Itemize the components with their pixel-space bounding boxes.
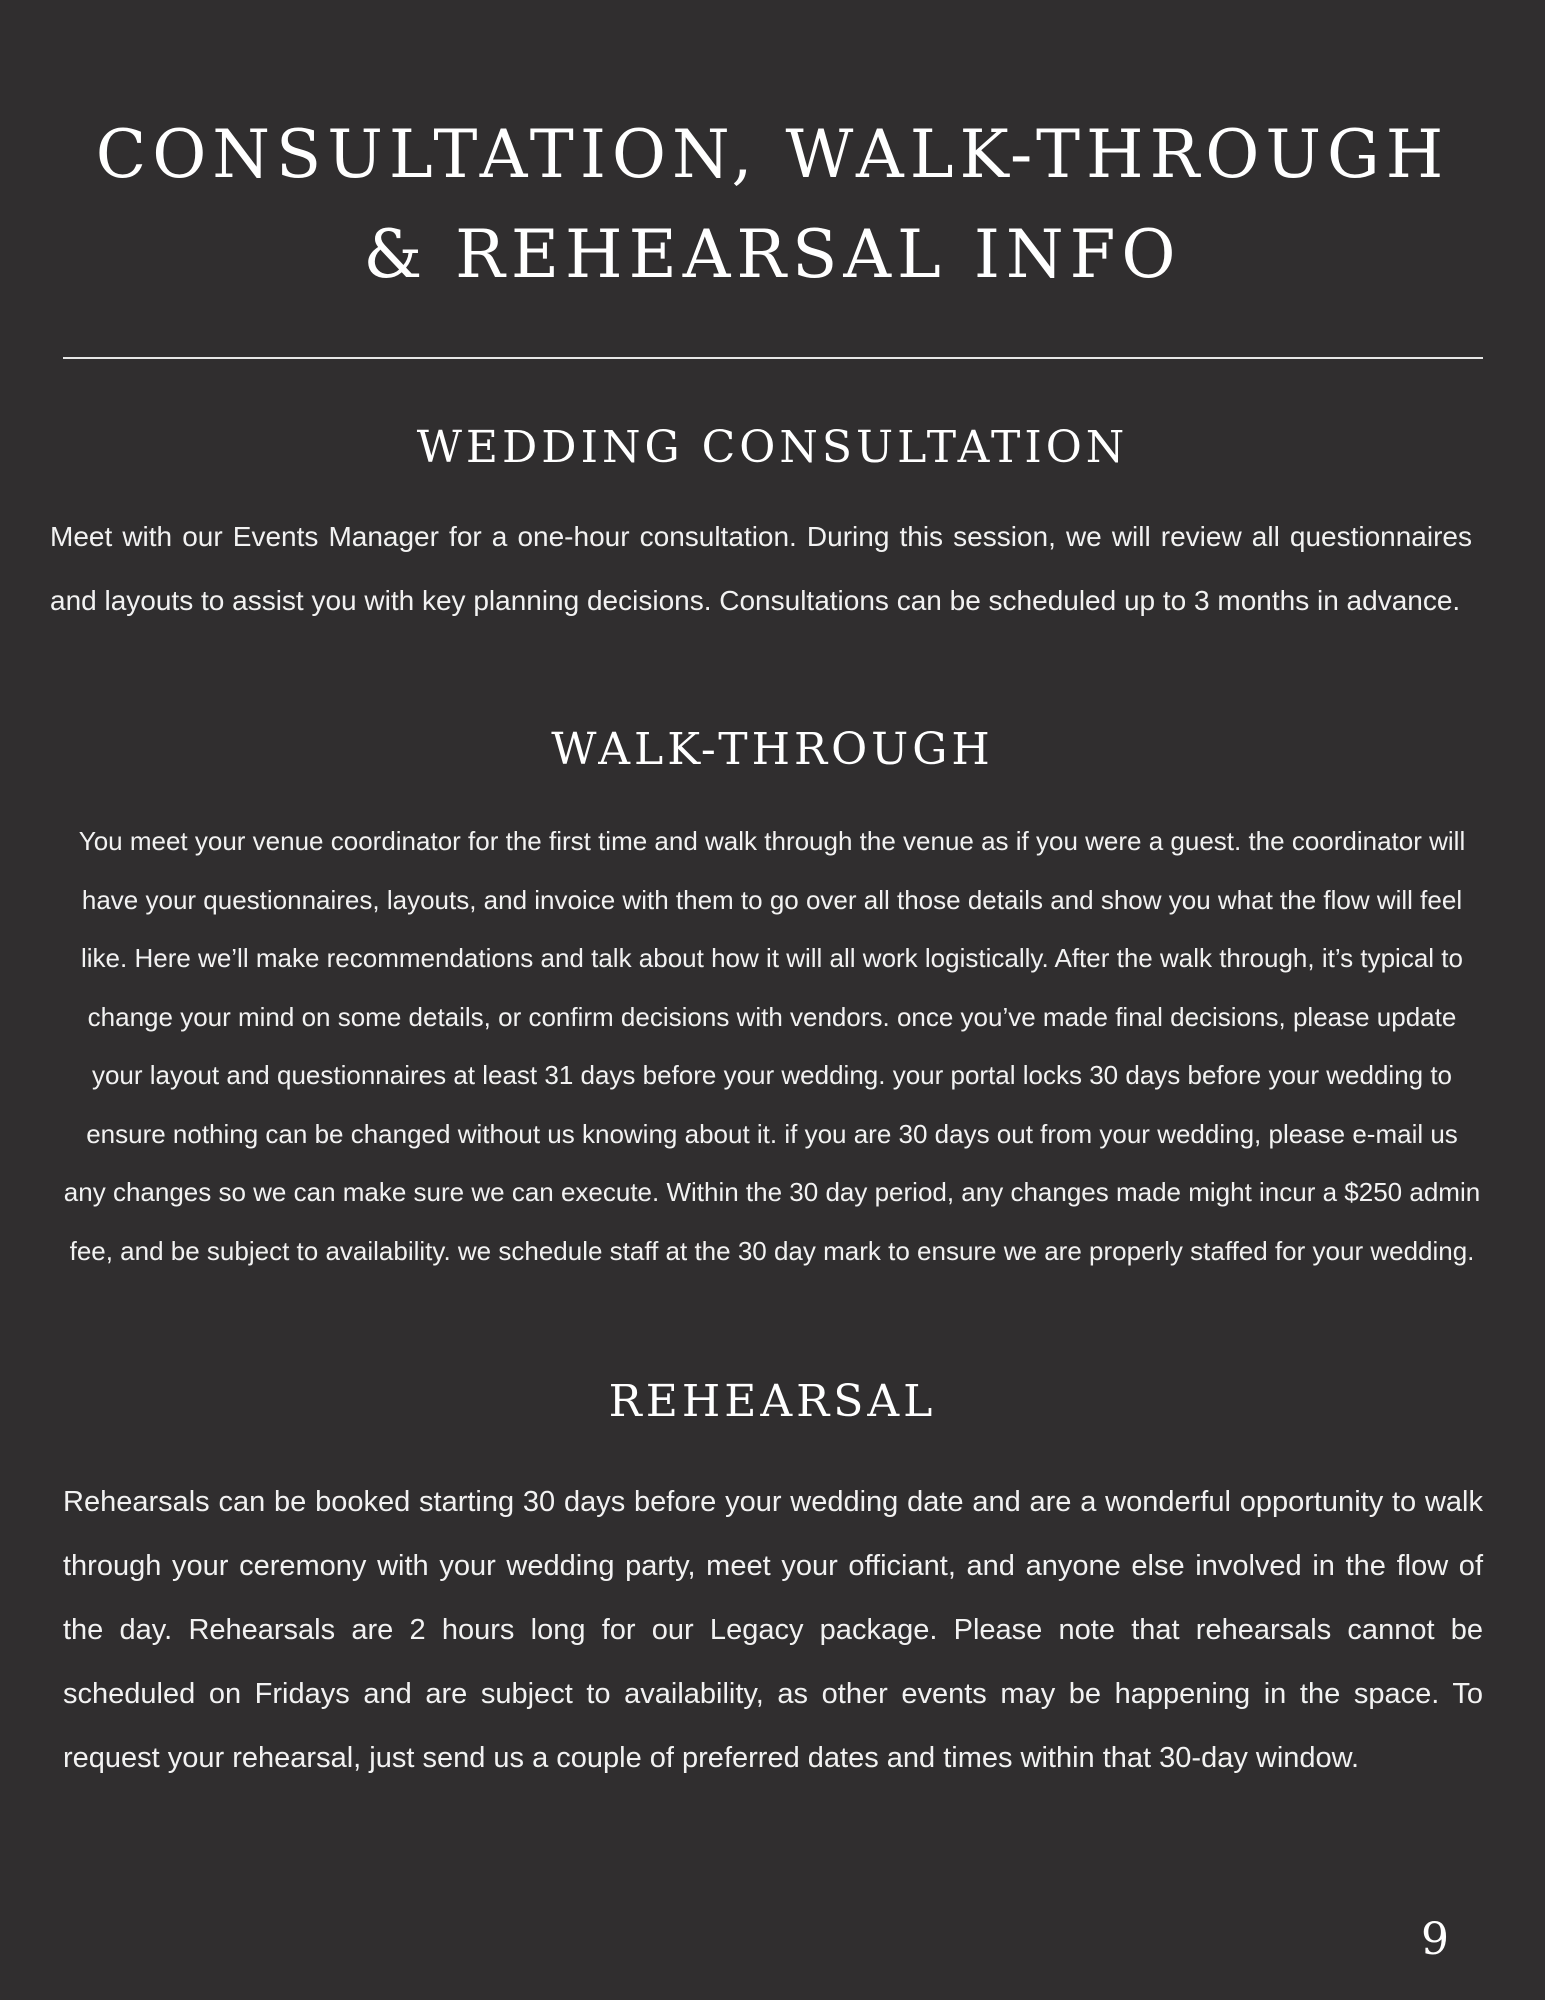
walk-through-text: You meet your venue coordinator for the first time and walk through the venue as if you were a guest. the coordinator will have your questionnaires, layouts, and invoice with them to go over all those details and show you what the flow will feel like. Here we’ll make recommendations and talk about how it will all work logistically. After the walk through, it’s typical to change your mind on some details, or confirm decisions with vendors. once you’ve made final decisions, please update your layout and questionnaires at least 31 days before your wedding. your portal locks 30 days before your wedding to ensure nothing can be changed without us knowing about it. if you are 30 days out from your wedding, please e-mail us any changes so we can make sure we can execute. Within the 30 day period, any changes made might incur a $250 admin fee, and be subject to availability. we schedule staff at the 30 day mark to ensure we are properly staffed for your wedding. bbox=[63, 826, 1481, 1266]
page-title-line-2: & REHEARSAL INFO bbox=[363, 216, 1182, 293]
rehearsal-text: Rehearsals can be booked starting 30 days before your wedding date and are a wonderful opportunity to walk through your ceremony with your wedding party, meet your officiant, and anyone else involved in the flow of the day. Rehearsals are 2 hours long for our Legacy package. Please note that rehearsals cannot be scheduled on Fridays and are subject to availability, as other events may be happening in the space. To request your rehearsal, just send us a couple of preferred dates and times within that 30-day window. bbox=[63, 1486, 1483, 1774]
wedding-consultation-heading: WEDDING CONSULTATION bbox=[416, 422, 1129, 473]
wedding-consultation-text: Meet with our Events Manager for a one-hour consultation. During this session, we will review all questionnaires and layouts to assist you with key planning decisions. Consultations can be scheduled up to 3 months in advance. bbox=[50, 521, 1472, 616]
rehearsal-heading: REHEARSAL bbox=[608, 1376, 937, 1427]
walk-through-heading: WALK-THROUGH bbox=[551, 724, 994, 775]
page-title-line-1: CONSULTATION, WALK-THROUGH bbox=[95, 116, 1450, 193]
title-divider bbox=[63, 357, 1483, 359]
page-title bbox=[0, 105, 1545, 305]
page-number: 9 bbox=[1421, 1914, 1449, 1965]
